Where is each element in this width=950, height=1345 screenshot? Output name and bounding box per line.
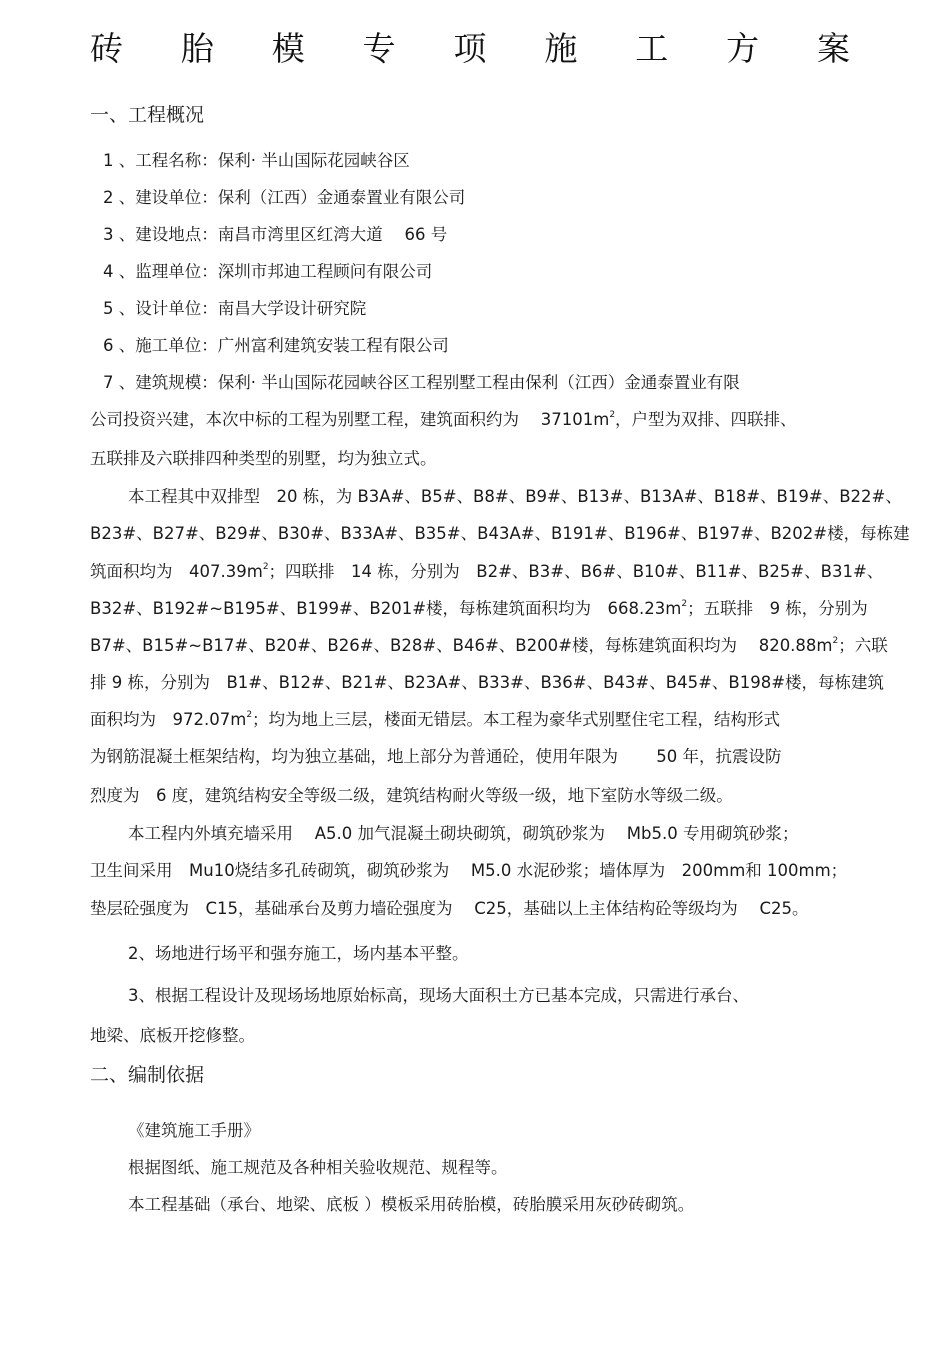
text-line: 筑面积均为 $407.39m^2$；四联排 14 栋，分别为 B2#、B3#、B6#、B10#、B11#、B25#、B31#、 [90,562,884,581]
text-line: 面积均为 $972.07m^2$；均为地上三层，楼面无错层。本工程为豪华式别墅住宅工程，结构形式 [90,710,781,729]
list-item: 3 、建设地点：南昌市湾里区红湾大道 66 号 [103,225,448,244]
list-item: 1 、工程名称：保利· 半山国际花园峡谷区 [103,151,410,170]
list-item: 5 、设计单位：南昌大学设计研究院 [103,299,367,318]
title-char: 专 [362,28,396,68]
text-line: 公司投资兴建，本次中标的工程为别墅工程，建筑面积约为 $37101m^2$，户型为双排、四联排、 [90,410,797,429]
title-char: 砖 [90,28,123,68]
text-line: 地梁、底板开挖修整。 [90,1026,255,1045]
title-char: 方 [726,28,760,68]
text-line: 为钢筋混凝土框架结构，均为独立基础，地上部分为普通砼，使用年限为 50 年，抗震设防 [90,747,782,766]
text-line: 2、场地进行场平和强夯施工，场内基本平整。 [128,944,469,963]
list-item: 6 、施工单位：广州富利建筑安装工程有限公司 [103,336,449,355]
document-title [90,18,850,74]
list-item: 2 、建设单位：保利（江西）金通泰置业有限公司 [103,188,466,207]
text-line: 本工程内外填充墙采用 A5.0 加气混凝土砌块砌筑，砌筑砂浆为 Mb5.0 专用砌筑砂浆； [128,824,799,843]
text-line: 本工程基础（承台、地梁、底板 ）模板采用砖胎模，砖胎膜采用灰砂砖砌筑。 [128,1195,695,1214]
title-char: 施 [544,28,578,68]
text-line: 3、根据工程设计及现场场地原始标高，现场大面积土方已基本完成，只需进行承台、 [128,986,749,1005]
list-item: 4 、监理单位：深圳市邦迪工程顾问有限公司 [103,262,433,281]
text-line: 排 9 栋，分别为 B1#、B12#、B21#、B23A#、B33#、B36#、B43#、B45#、B198#楼，每栋建筑 [90,673,885,692]
section-heading-basis: 二、编制依据 [90,1064,205,1086]
title-char: 项 [453,28,487,68]
text-line: B32#、B192#~B195#、B199#、B201#楼，每栋建筑面积均为 $668.23m^2$；五联排 9 栋，分别为 [90,599,868,618]
text-line: 根据图纸、施工规范及各种相关验收规范、规程等。 [128,1158,508,1177]
list-item: 7 、建筑规模：保利· 半山国际花园峡谷区工程别墅工程由保利（江西）金通泰置业有限 [103,373,740,392]
text-line: 五联排及六联排四种类型的别墅，均为独立式。 [90,449,437,468]
text-line: B23#、B27#、B29#、B30#、B33A#、B35#、B43A#、B191#、B196#、B197#、B202#楼，每栋建 [90,524,910,543]
text-line: 《建筑施工手册》 [128,1121,260,1140]
title-char: 工 [635,28,669,68]
title-char: 胎 [180,28,214,68]
title-char: 案 [817,28,850,68]
text-line: 本工程其中双排型 20 栋，为 B3A#、B5#、B8#、B9#、B13#、B13A#、B18#、B19#、B22#、 [128,487,902,506]
text-line: 垫层砼强度为 C15，基础承台及剪力墙砼强度为 C25，基础以上主体结构砼等级均为 C25。 [90,899,809,918]
text-line: B7#、B15#~B17#、B20#、B26#、B28#、B46#、B200#楼，每栋建筑面积均为 $820.88m^2$；六联 [90,636,888,655]
section-heading-overview: 一、工程概况 [90,104,205,126]
text-line: 卫生间采用 Mu10烧结多孔砖砌筑，砌筑砂浆为 M5.0 水泥砂浆；墙体厚为 200mm和 100mm； [90,861,848,880]
text-line: 烈度为 6 度，建筑结构安全等级二级，建筑结构耐火等级一级，地下室防水等级二级。 [90,786,733,805]
title-char: 模 [271,28,305,68]
